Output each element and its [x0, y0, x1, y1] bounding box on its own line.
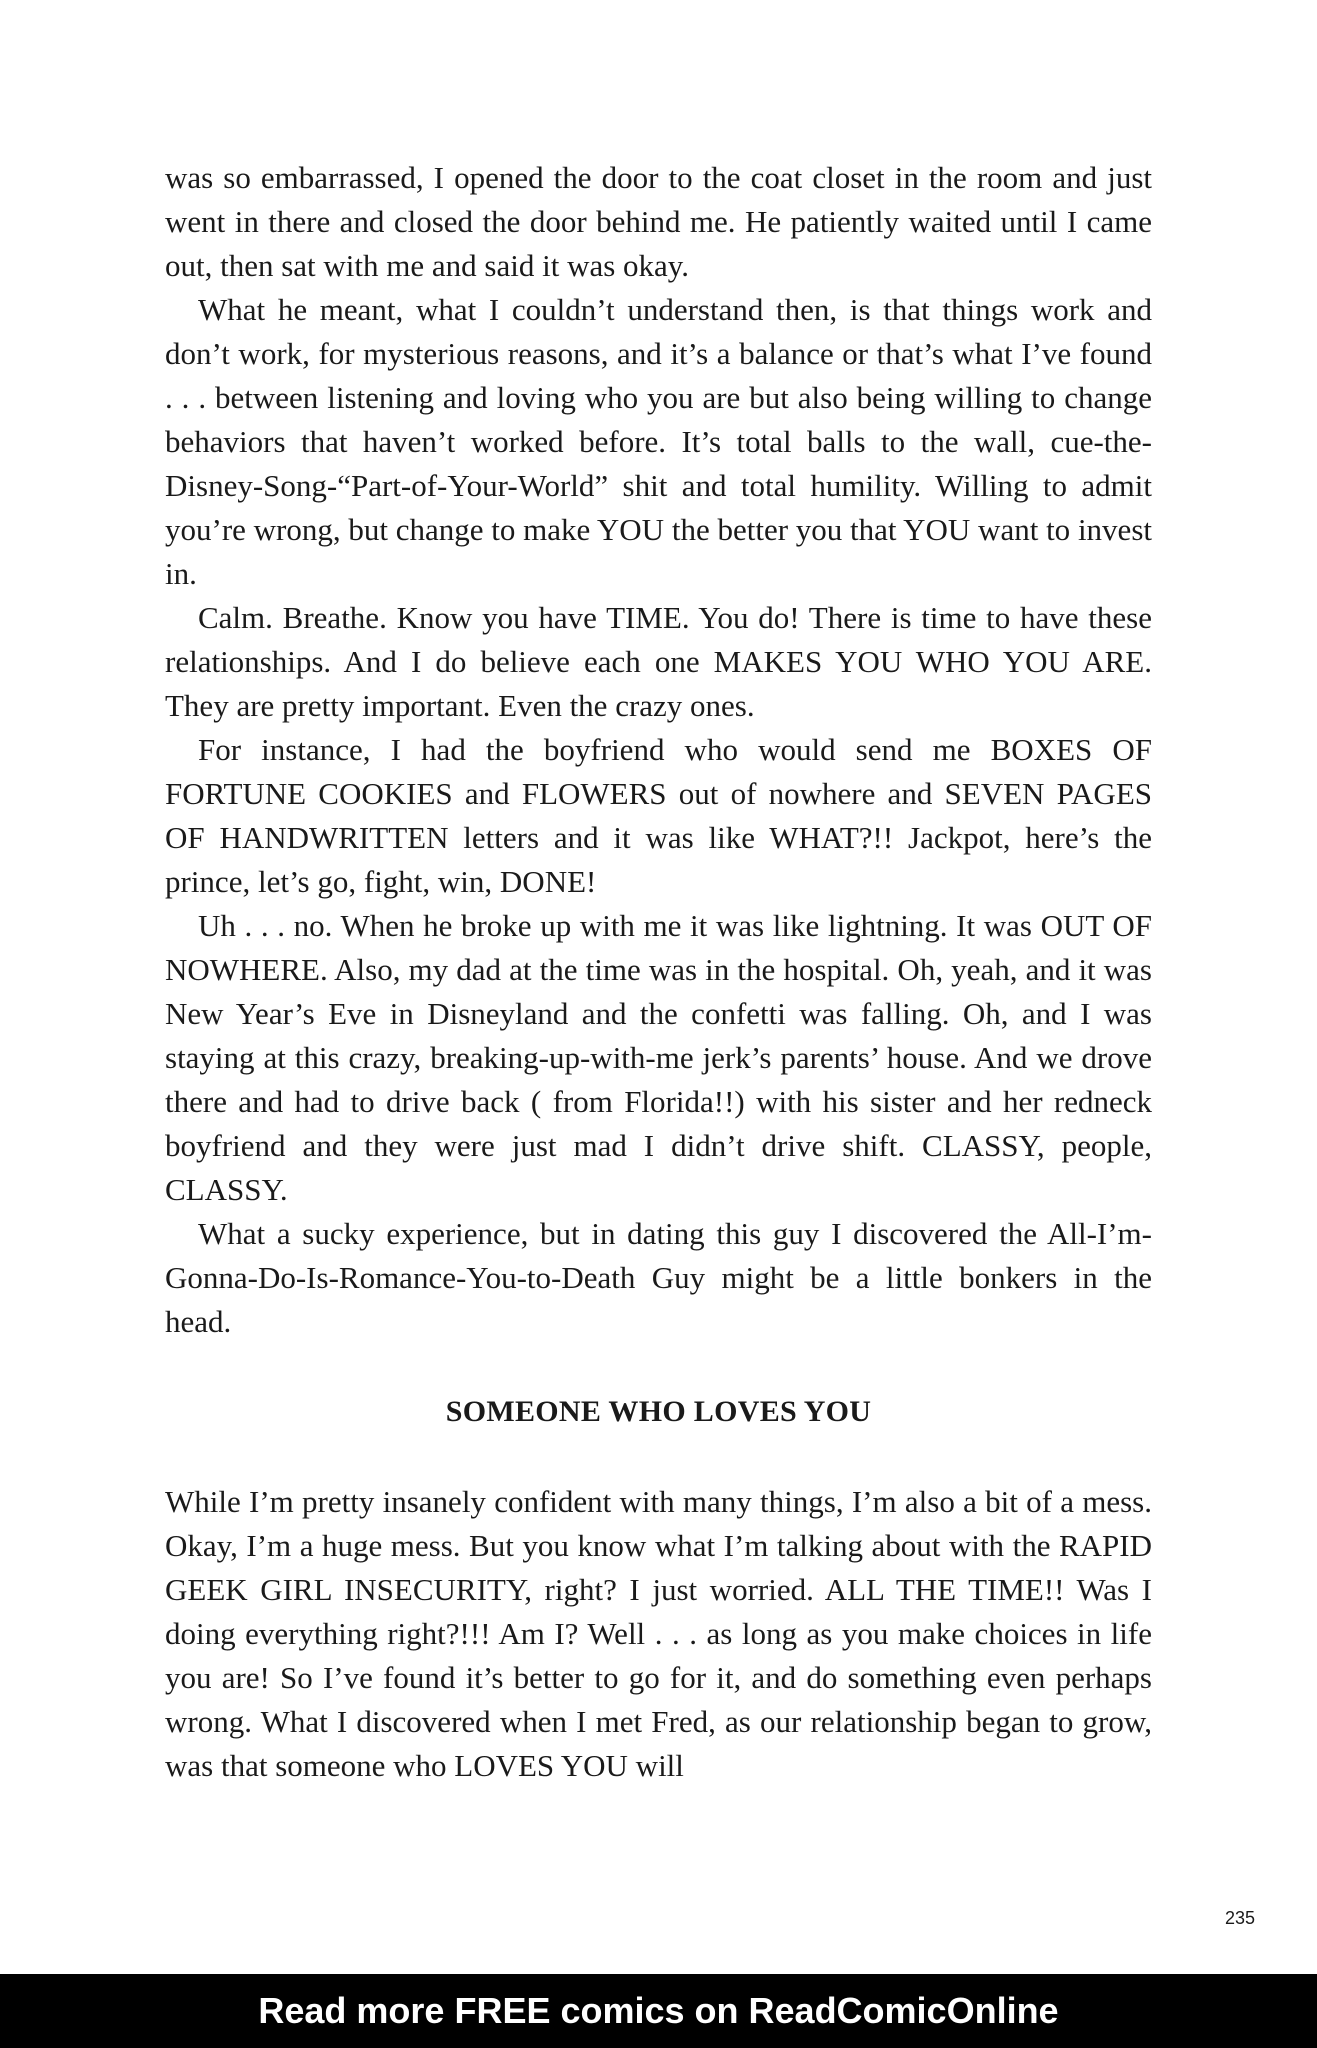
section-heading: SOMEONE WHO LOVES YOU — [445, 1395, 872, 1428]
paragraph-continued: was so embarrassed, I opened the door to the coat closet in the room and just went in there and closed the door behind me. He patiently waited until I came out, then sat with me and said it was okay. — [165, 160, 1152, 283]
paragraph: Calm. Breathe. Know you have TIME. You do! There is time to have these relationships. And I do believe each one MAKES YOU WHO YOU ARE. They are pretty important. Even the crazy ones. — [165, 600, 1152, 723]
paragraph: What a sucky experience, but in dating this guy I discovered the All-I’m-Gonna-Do-Is-Romance-You-to-Death Guy might be a little bonkers in the head. — [165, 1216, 1152, 1339]
promo-banner-link[interactable]: Read more FREE comics on ReadComicOnline — [258, 1990, 1059, 2031]
promo-banner — [0, 1974, 1317, 2048]
body-text-after-heading — [165, 1480, 1152, 1788]
paragraph: While I’m pretty insanely confident with many things, I’m also a bit of a mess. Okay, I’m a huge mess. But you know what I’m talking about with the RAPID GEEK GIRL INSECURITY, right? I just worried. ALL THE TIME!! Was I doing everything right?!!! Am I? Well . . . as long as you make choices in life you are! So I’ve found it’s better to go for it, and do something even perhaps wrong. What I discovered when I met Fred, as our relationship began to grow, was that someone who LOVES YOU will — [165, 1484, 1152, 1783]
paragraph: For instance, I had the boyfriend who would send me BOXES OF FORTUNE COOKIES and FLOWERS out of nowhere and SEVEN PAGES OF HANDWRITTEN letters and it was like WHAT?!! Jackpot, here’s the prince, let’s go, fight, win, DONE! — [165, 732, 1152, 899]
paragraph: What he meant, what I couldn’t understand then, is that things work and don’t work, for mysterious reasons, and it’s a balance or that’s what I’ve found . . . between listening and loving who you are but also being willing to change behaviors that haven’t worked before. It’s total balls to the wall, cue-the-Disney-Song-“Part-of-Your-World” shit and total humility. Willing to admit you’re wrong, but change to make YOU the better you that YOU want to invest in. — [165, 292, 1152, 591]
page-number: 235 — [1224, 1908, 1255, 1928]
body-text-before-heading — [165, 156, 1152, 1344]
paragraph: Uh . . . no. When he broke up with me it was like lightning. It was OUT OF NOWHERE. Also, my dad at the time was in the hospital. Oh, yeah, and it was New Year’s Eve in Disneyland and the confetti was falling. Oh, and I was staying at this crazy, breaking-up-with-me jerk’s parents’ house. And we drove there and had to drive back ( from Florida!!) with his sister and her redneck boyfriend and they were just mad I didn’t drive shift. CLASSY, people, CLASSY. — [165, 908, 1152, 1207]
